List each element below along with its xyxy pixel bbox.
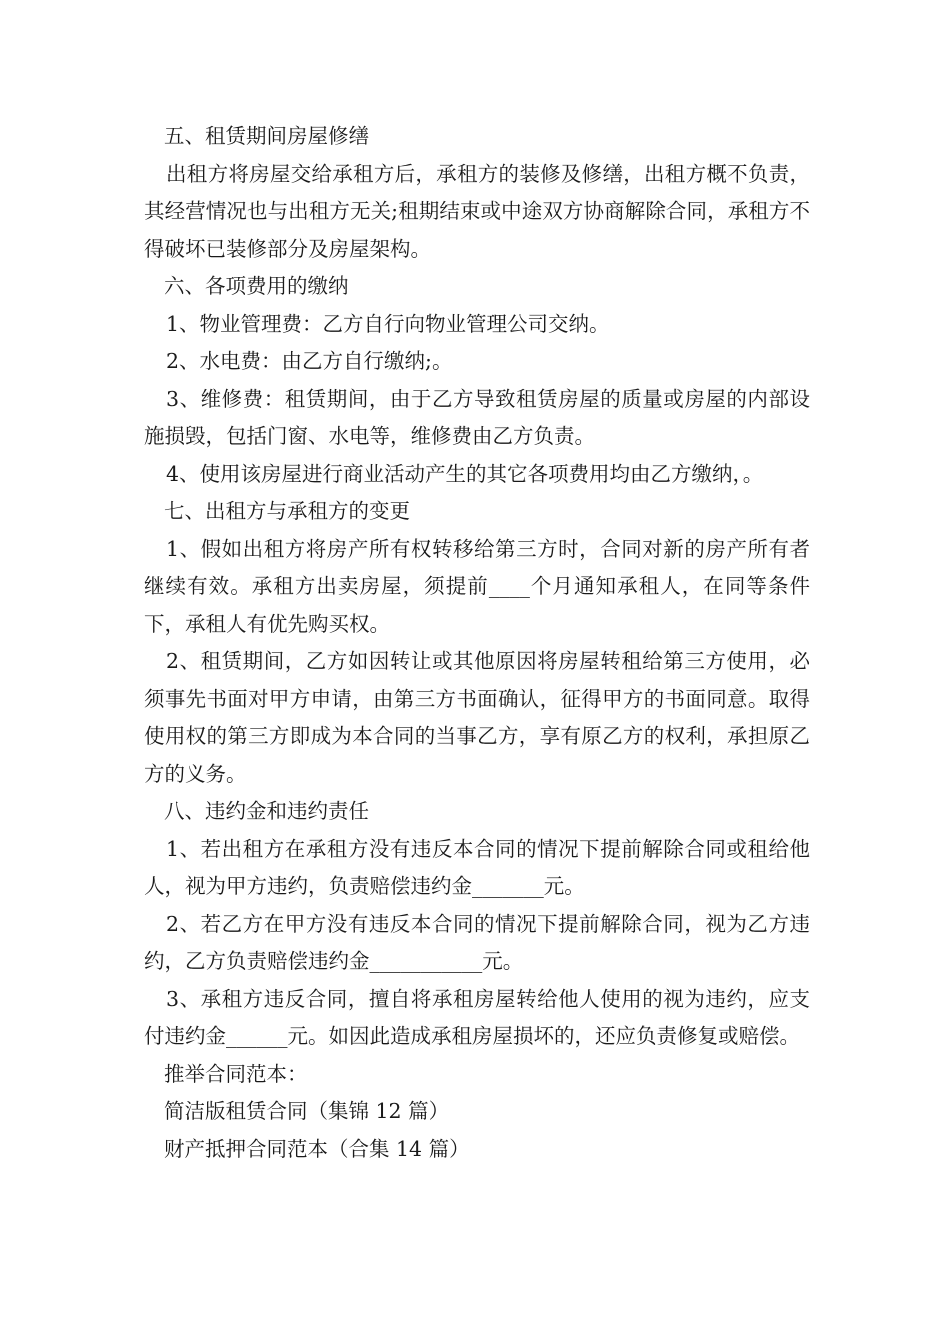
recommendation-item-2: 财产抵押合同范本（合集 14 篇） xyxy=(164,1136,470,1161)
clause-7-1: 1、假如出租方将房产所有权转移给第三方时，合同对新的房产所有者继续有效。承租方出卖房屋，须提前____个月通知承租人，在同等条件下，承租人有优先购买权。 xyxy=(144,536,810,636)
clause-6-4: 4、使用该房屋进行商业活动产生的其它各项费用均由乙方缴纳，。 xyxy=(166,461,764,486)
clause-7-2: 2、租赁期间，乙方如因转让或其他原因将房屋转租给第三方使用，必须事先书面对甲方申请，由第三方书面确认，征得甲方的书面同意。取得使用权的第三方即成为本合同的当事乙方，享有原乙方的权利，承担原乙方的义务。 xyxy=(144,649,810,786)
clause-8-2: 2、若乙方在甲方没有违反本合同的情况下提前解除合同，视为乙方违约，乙方负责赔偿违约金___________元。 xyxy=(144,911,810,973)
clause-8-3: 3、承租方违反合同，擅自将承租房屋转给他人使用的视为违约，应支付违约金______元。如因此造成承租房屋损坏的，还应负责修复或赔偿。 xyxy=(144,986,810,1048)
section-heading-5: 五、租赁期间房屋修缮 xyxy=(164,124,369,148)
clause-6-2: 2、水电费：由乙方自行缴纳;。 xyxy=(166,349,453,373)
section-heading-7: 七、出租方与承租方的变更 xyxy=(164,499,410,523)
section-heading-8: 八、违约金和违约责任 xyxy=(164,799,369,823)
section-heading-6: 六、各项费用的缴纳 xyxy=(164,274,349,298)
recommendation-item-1: 简洁版租赁合同（集锦 12 篇） xyxy=(164,1099,450,1123)
document-body xyxy=(144,118,810,1168)
recommendation-heading: 推举合同范本： xyxy=(164,1061,308,1086)
clause-6-3: 3、维修费：租赁期间，由于乙方导致租赁房屋的质量或房屋的内部设施损毁，包括门窗、水电等，维修费由乙方负责。 xyxy=(144,386,810,448)
section-5-paragraph: 出租方将房屋交给承租方后，承租方的装修及修缮，出租方概不负责，其经营情况也与出租方无关;租期结束或中途双方协商解除合同，承租方不得破坏已装修部分及房屋架构。 xyxy=(144,161,810,261)
clause-8-1: 1、若出租方在承租方没有违反本合同的情况下提前解除合同或租给他人，视为甲方违约，负责赔偿违约金_______元。 xyxy=(144,836,810,898)
clause-6-1: 1、物业管理费：乙方自行向物业管理公司交纳。 xyxy=(166,311,610,336)
